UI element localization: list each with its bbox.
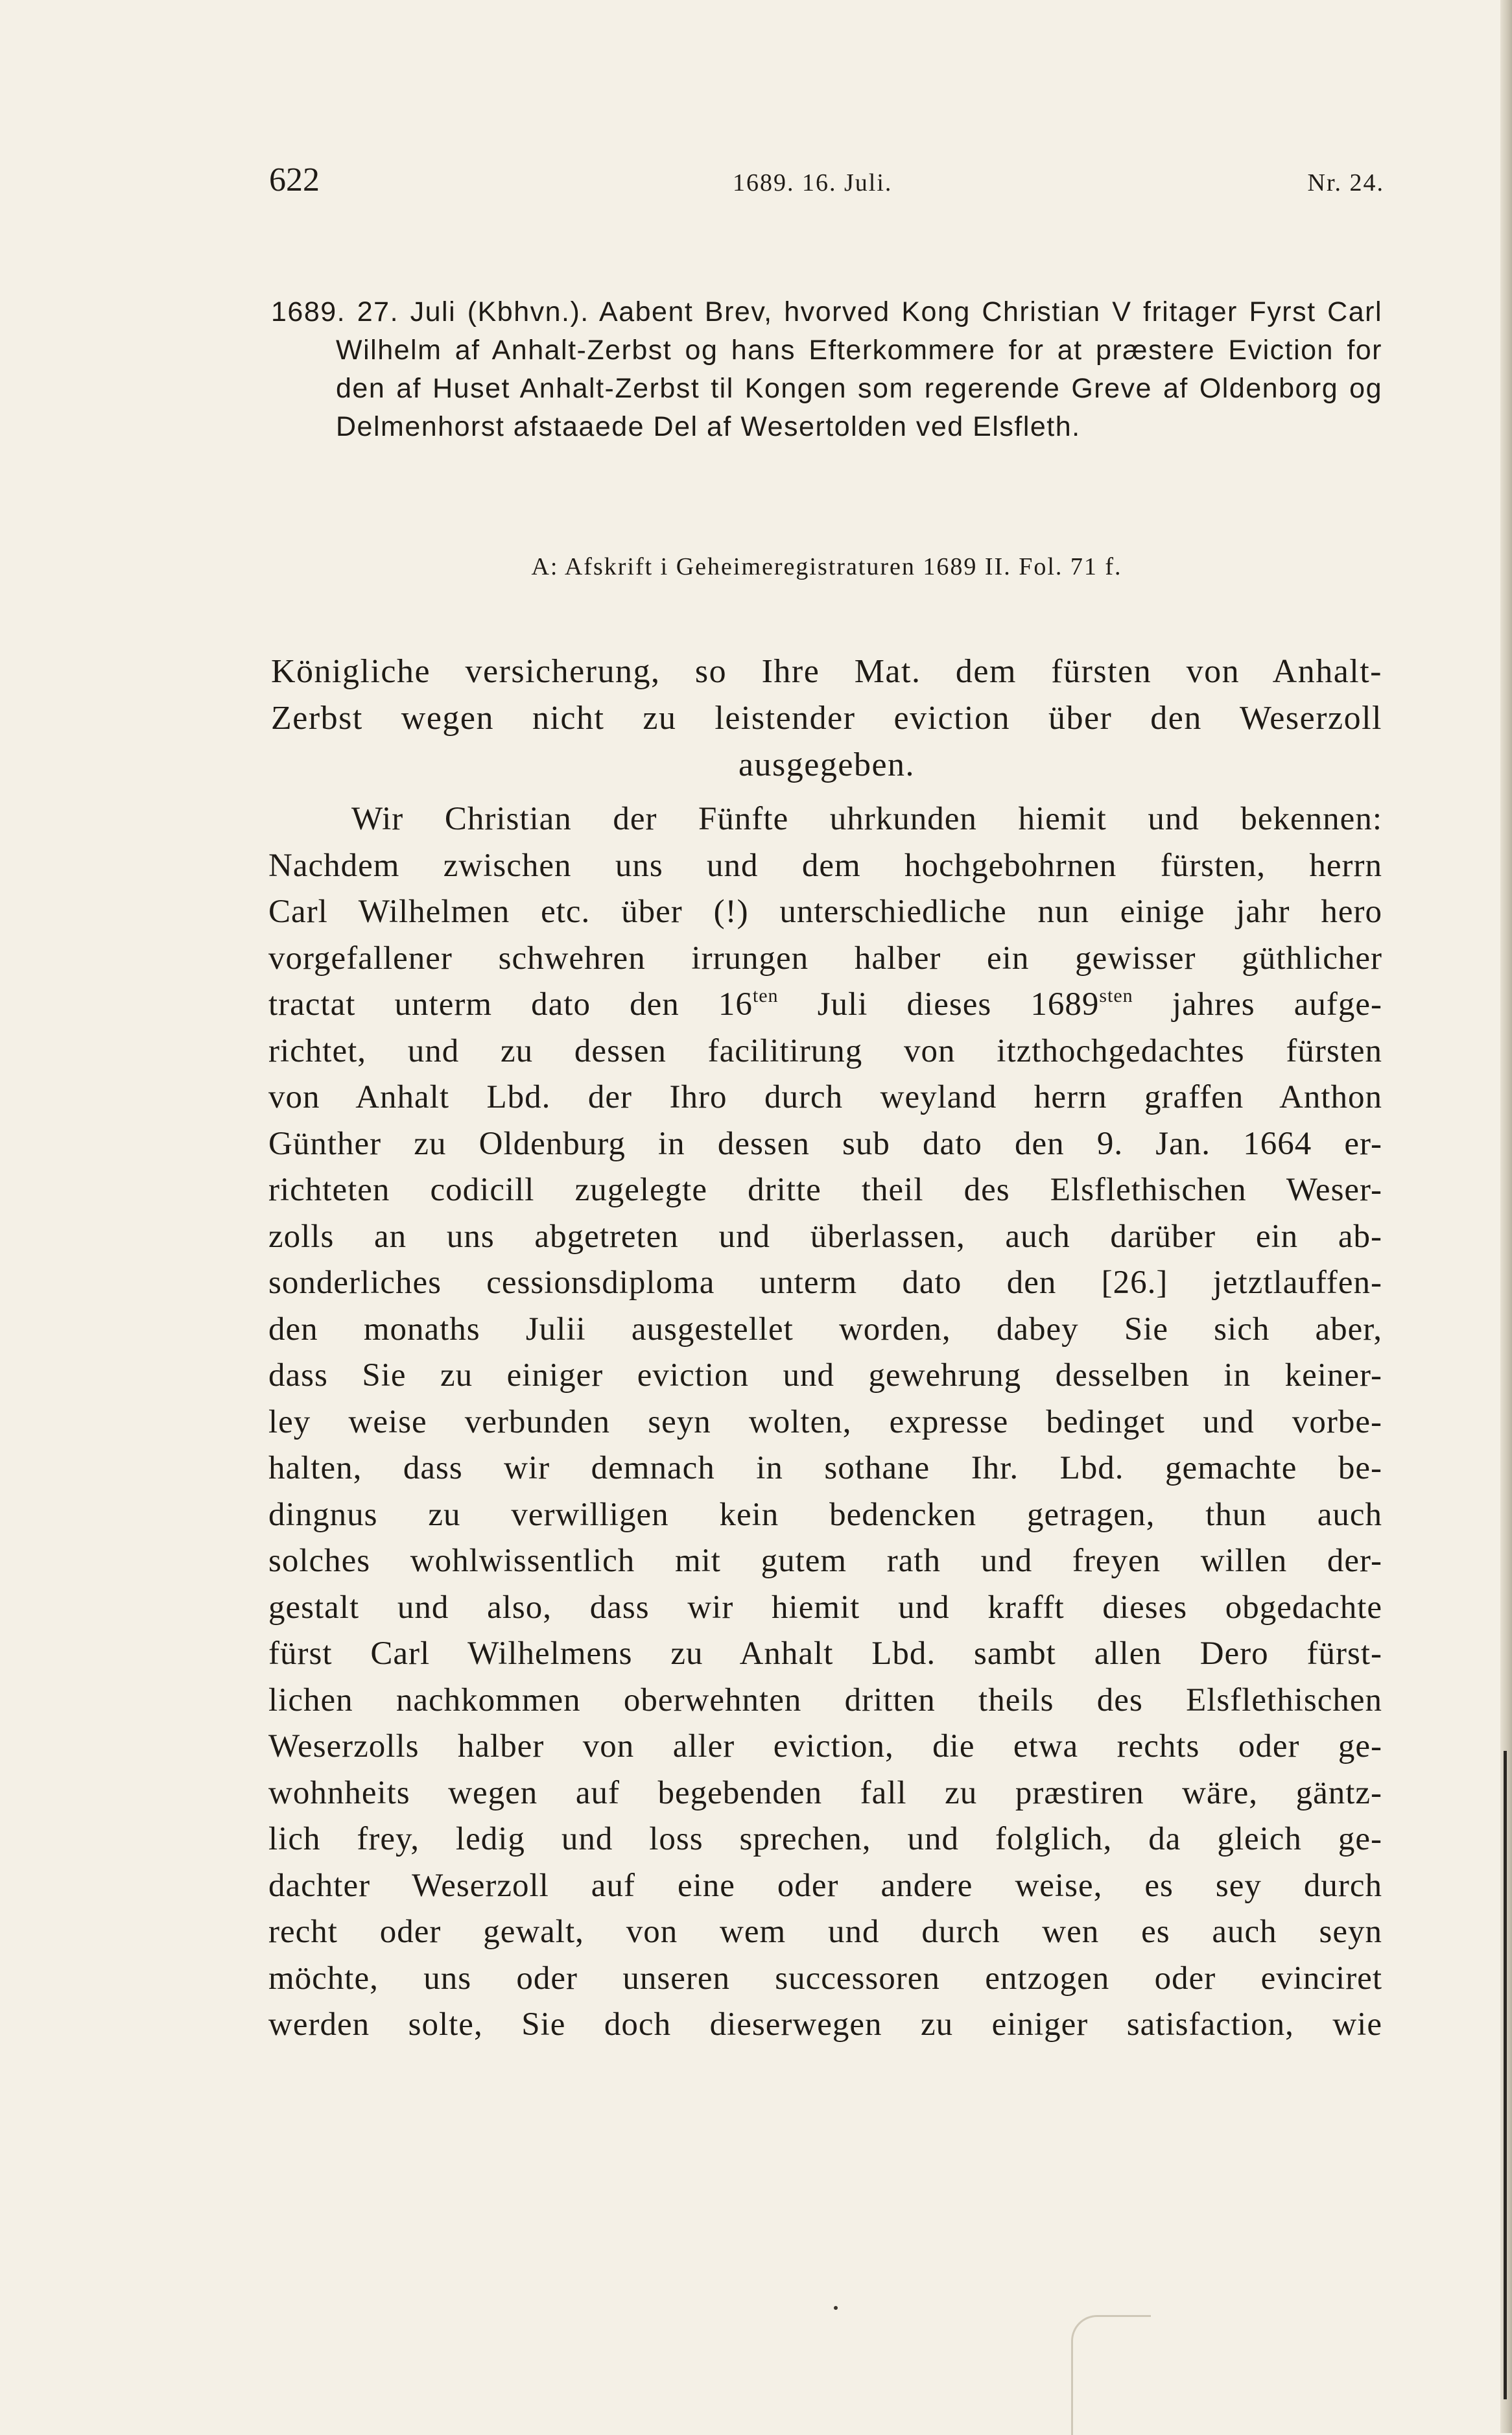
- body-line: Carl Wilhelmen etc. über (!) unterschiedliche nun einige jahr hero: [268, 894, 1382, 930]
- body-line: Günther zu Oldenburg in dessen sub dato den 9. Jan. 1664 er-: [268, 1125, 1382, 1162]
- page-header: [269, 161, 1384, 213]
- document-number: Nr. 24.: [1307, 169, 1384, 196]
- running-header-date: 1689. 16. Juli.: [733, 169, 893, 196]
- body-line: recht oder gewalt, von wem und durch wen es auch seyn: [268, 1914, 1382, 1950]
- body-line: wohnheits wegen auf begebenden fall zu præstiren wäre, gäntz-: [268, 1774, 1382, 1811]
- body-line-text: Juli dieses 1689: [778, 986, 1100, 1023]
- body-line-text: tractat unterm dato den 16: [268, 986, 753, 1023]
- danish-summary: 1689. 27. Juli (Kbhvn.). Aabent Brev, hvorved Kong Christian V fritager Fyrst Carl Wilhelm af Anhalt-Zerbst og hans Efterkommere for at præstere Eviction for den af Huset Anhalt-Zerbst til Kongen som regerende Greve af Oldenborg og Delmenhorst afstaaede Del af Wesertolden ved Elsfleth.: [271, 296, 1382, 442]
- body-line: den monaths Julii ausgestellet worden, dabey Sie sich aber,: [268, 1311, 1382, 1348]
- body-line: [268, 982, 1382, 1028]
- page-edge-shadow: [1504, 1751, 1507, 2399]
- page-number: 622: [269, 161, 320, 198]
- document-body: [268, 796, 1382, 2049]
- body-line: richtet, und zu dessen facilitirung von itzthochgedachtes fürsten: [268, 1032, 1382, 1069]
- superscript: ten: [752, 985, 779, 1006]
- body-line: dachter Weserzoll auf eine oder andere weise, es sey durch: [268, 1867, 1382, 1904]
- document-title: [271, 648, 1382, 789]
- body-line: möchte, uns oder unseren successoren entzogen oder evinciret: [268, 1960, 1382, 1997]
- body-line: solches wohlwissentlich mit gutem rath und freyen willen der-: [268, 1543, 1382, 1579]
- body-line: Weserzolls halber von aller eviction, die etwa rechts oder ge-: [268, 1728, 1382, 1764]
- body-line: sonderliches cessionsdiploma unterm dato den [26.] jetztlauffen-: [268, 1265, 1382, 1301]
- superscript: sten: [1099, 985, 1133, 1006]
- body-line: lich frey, ledig und loss sprechen, und folglich, da gleich ge-: [268, 1821, 1382, 1857]
- body-line: werden solte, Sie doch dieserwegen zu einiger satisfaction, wie: [268, 2006, 1382, 2043]
- body-line: dass Sie zu einiger eviction und gewehrung desselben in keiner-: [268, 1357, 1382, 1394]
- source-reference: A: Afskrift i Geheimeregistraturen 1689 II. Fol. 71 f.: [531, 553, 1122, 580]
- body-line: ley weise verbunden seyn wolten, expresse bedinget und vorbe-: [268, 1403, 1382, 1440]
- title-line: ausgegeben.: [738, 746, 915, 783]
- body-line: zolls an uns abgetreten und überlassen, auch darüber ein ab-: [268, 1218, 1382, 1255]
- paper-speck: [834, 2306, 838, 2310]
- body-line: vorgefallener schwehren irrungen halber ein gewisser güthlicher: [268, 940, 1382, 977]
- body-line: lichen nachkommen oberwehnten dritten theils des Elsflethischen: [268, 1681, 1382, 1718]
- title-line: Zerbst wegen nicht zu leistender eviction über den Weserzoll: [271, 700, 1382, 737]
- body-line-text: jahres aufge-: [1133, 986, 1382, 1023]
- body-line: von Anhalt Lbd. der Ihro durch weyland herrn graffen Anthon: [268, 1079, 1382, 1115]
- body-line: Wir Christian der Fünfte uhrkunden hiemit und bekennen:: [351, 801, 1382, 837]
- body-line: gestalt und also, dass wir hiemit und krafft dieses obgedachte: [268, 1589, 1382, 1626]
- body-line: halten, dass wir demnach in sothane Ihr. Lbd. gemachte be-: [268, 1450, 1382, 1486]
- body-line: fürst Carl Wilhelmens zu Anhalt Lbd. sambt allen Dero fürst-: [268, 1635, 1382, 1672]
- body-line: dingnus zu verwilligen kein bedencken getragen, thun auch: [268, 1496, 1382, 1533]
- body-line: richteten codicill zugelegte dritte theil des Elsflethischen Weser-: [268, 1172, 1382, 1208]
- body-line: Nachdem zwischen uns und dem hochgebohrnen fürsten, herrn: [268, 847, 1382, 884]
- title-line: Königliche versicherung, so Ihre Mat. dem fürsten von Anhalt-: [271, 653, 1382, 690]
- paper-mark: [1071, 2315, 1151, 2435]
